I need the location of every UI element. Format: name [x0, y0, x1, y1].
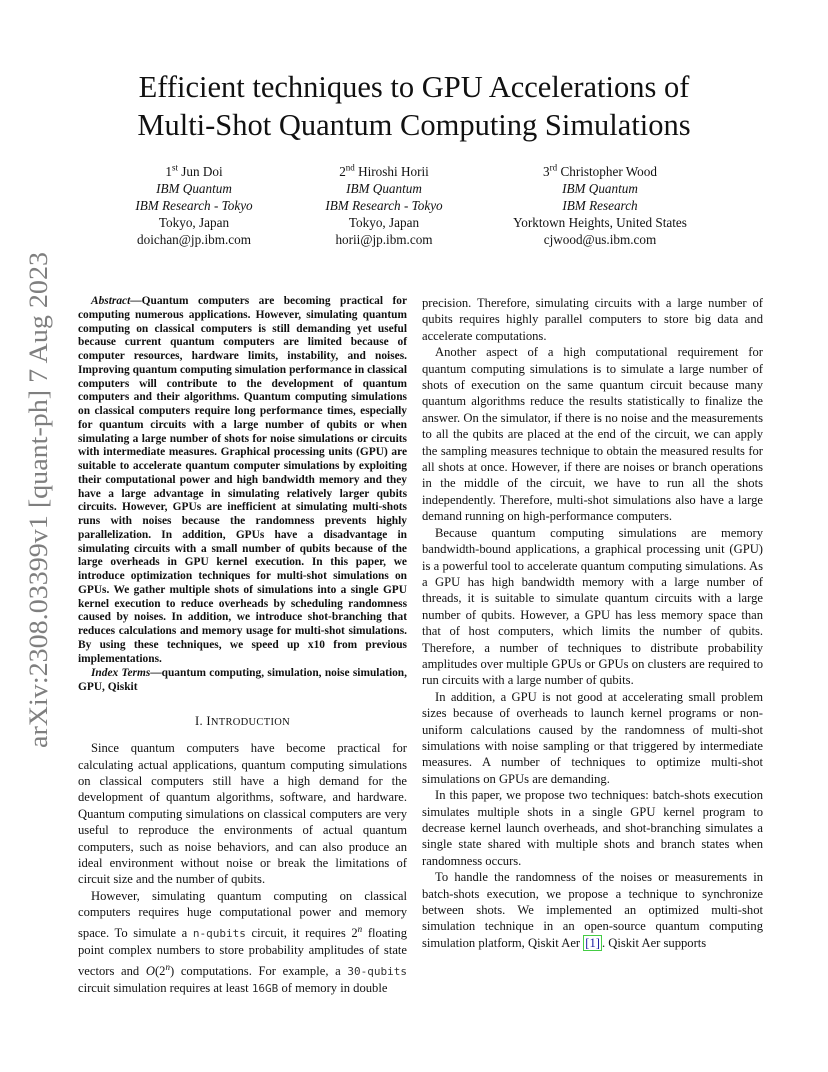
continued-paragraph: precision. Therefore, simulating circuits with a large number of qubits requires highly parallel computers to store big data and accelerate computations.	[422, 296, 763, 343]
author-dept: IBM Research	[562, 198, 638, 213]
intro-paragraph-6: In this paper, we propose two techniques: batch-shots execution simulates multiple shots in a single GPU kernel program to decrease kernel launch overheads, and shot-branching simulates a single state shared with multiple shots and branch states when randomness occurs.	[422, 788, 763, 868]
index-terms	[78, 667, 407, 695]
author-email: horii@jp.ibm.com	[335, 232, 433, 247]
section-heading-introduction	[78, 713, 407, 731]
text-run: However, simulating quantum computing on classical computers requires huge computational power and memory space. To simulate a	[78, 888, 407, 940]
paper-title	[90, 68, 738, 144]
text-run: . Qiskit Aer supports	[601, 935, 707, 950]
index-terms-label: Index Terms	[91, 667, 151, 680]
superscript: n	[357, 923, 363, 934]
intro-paragraph-3: Another aspect of a high computational requirement for quantum computing simulations is to simulate a large number of shots of execution on the same quantum circuit because many quantum algorithms reduce the results statistically to finalize the answer. On the simulator, if there is no noise and the measurements to all the qubits are placed at the end of the circuit, we can apply the sampling measures technique to obtain the measured results for all shots at once. However, if there are noises or branch operations in the middle of the circuit, we have to run all the shots independently. Therefore, multi-shot simulations also have a large demand running on high-performance computers.	[422, 345, 763, 524]
arxiv-identifier-stamp	[19, 250, 55, 750]
author-ordinal-suffix: rd	[549, 162, 558, 173]
author-3	[480, 163, 720, 248]
left-column	[78, 295, 407, 998]
author-ordinal: 3	[543, 164, 550, 179]
intro-paragraph-2	[78, 888, 407, 998]
author-name	[480, 163, 720, 180]
author-name-text: Christopher Wood	[560, 164, 657, 179]
author-name-text: Hiroshi Horii	[358, 164, 429, 179]
abstract	[78, 295, 407, 666]
intro-paragraph-4: Because quantum computing simulations are memory bandwidth-bound applications, a graphical processing unit (GPU) is a powerful tool to accelerate quantum computing simulations. As a GPU has high bandwidth memory with a large number of threads, it is suitable to simulate quantum circuits with a large number of qubits. However, a GPU has less memory space than that of host computers, which limits the number of qubits. Therefore, a number of techniques to distribute probability amplitudes over multiple GPUs or GPUs on clusters are required to run circuits with a large number of qubits.	[422, 525, 763, 688]
title-line-1: Efficient techniques to GPU Accelerations of	[138, 70, 690, 104]
text-run: circuit simulation requires at least	[78, 981, 252, 996]
citation-link[interactable]: [1]	[585, 935, 600, 950]
text-run: floating point complex numbers to store probability amplitudes of state vectors and	[78, 925, 407, 978]
intro-paragraph-7	[422, 869, 763, 951]
section-title-rest: NTRODUCTION	[210, 716, 291, 728]
inline-code: 30-qubits	[347, 964, 407, 978]
author-block	[0, 163, 828, 253]
abstract-label: Abstract	[91, 295, 131, 307]
arxiv-id-text: arXiv:2308.03399v1 [quant-ph] 7 Aug 2023	[24, 287, 53, 748]
author-name-text: Jun Doi	[181, 164, 223, 179]
author-name	[264, 163, 504, 180]
abstract-body: —Quantum computers are becoming practical for computing numerous applications. However, simulating quantum computing on classical computers is still demanding yet useful because current quantum computers are limited because of computer resources, hardware limits, instability, and noises. Improving quantum computing simulation performance in classical computers will contribute to the development of quantum computers and their algorithms. Quantum computing simulations on classical computers require long performance times, especially for quantum circuits with a large number of qubits or when simulating a large number of shots for noise simulations or circuits with intermediate measures. Graphical processing units (GPU) are suitable to accelerate quantum computer simulations by exploiting their computational power and high bandwidth memory and they have a large advantage in simulating relatively larger qubits circuits. However, GPUs are inefficient at simulating multi-shots runs with noises because the randomness prevents highly parallelization. In addition, GPUs have a disadvantage in simulating circuits with a small number of qubits because of the large overheads in GPU kernel execution. In this paper, we introduce optimization techniques for multi-shot simulations on GPUs. We gather multiple shots of simulations into a single GPU kernel execution to reduce overheads by scheduling randomness caused by noises. In addition, we introduce shot-branching that reduces calculations and memory usage for multi-shot simulations. By using these techniques, we speed up x10 from previous implementations.	[78, 295, 407, 665]
inline-code: n-qubits	[192, 926, 246, 940]
text-run: ) computations. For example, a	[169, 963, 348, 978]
author-dept: IBM Research - Tokyo	[325, 198, 443, 213]
author-ordinal-suffix: nd	[345, 162, 355, 173]
author-dept: IBM Research - Tokyo	[135, 198, 253, 213]
text-run: circuit, it requires 2	[245, 925, 358, 940]
index-terms-body: —quantum computing, simulation, noise simulation, GPU, Qiskit	[78, 667, 407, 693]
author-location: Yorktown Heights, United States	[513, 215, 687, 230]
author-location: Tokyo, Japan	[158, 215, 230, 230]
arxiv-stamp-svg	[19, 250, 55, 750]
section-numeral: I.	[194, 713, 207, 728]
intro-paragraph-1: Since quantum computers have become practical for calculating actual applications, quantum computing simulations on classical computers still have a high demand for the development of quantum algorithms, software, and hardware. Quantum computing simulations on classical computers are very useful to reproduce the environments of actual quantum computers, such as noise behaviors, and can also produce an ideal environment without noise or break the limitations of circuit size and the number of qubits.	[78, 741, 407, 887]
title-line-2: Multi-Shot Quantum Computing Simulations	[137, 108, 691, 142]
superscript: n	[165, 961, 170, 972]
author-email: cjwood@us.ibm.com	[543, 232, 657, 247]
intro-paragraph-5: In addition, a GPU is not good at accelerating small problem sizes because of overheads to launch kernel programs or non-uniform calculations caused by the randomness of multi-shot simulations with noise sampling or that triggered by intermediate measures. A number of techniques to optimize multi-shot simulations on GPUs are demanding.	[422, 689, 763, 786]
section-initial: I	[206, 713, 211, 728]
right-column	[422, 295, 763, 951]
author-2	[264, 163, 504, 248]
author-ordinal-suffix: st	[171, 162, 178, 173]
text-run: (2	[154, 963, 166, 978]
author-ordinal: 1	[165, 164, 172, 179]
author-location: Tokyo, Japan	[348, 215, 420, 230]
text-run: of memory in double	[278, 981, 388, 996]
author-email: doichan@jp.ibm.com	[137, 232, 251, 247]
text-run: To handle the randomness of the noises or measurements in batch-shots execution, we propose a technique to synchronize between shots. We implemented an optimized multi-shot simulation technique in an open-source quantum computing simulation platform, Qiskit Aer	[422, 870, 763, 950]
author-ordinal: 2	[339, 164, 346, 179]
author-org: IBM Quantum	[562, 181, 638, 196]
author-org: IBM Quantum	[346, 181, 422, 196]
math-symbol: O	[145, 963, 155, 978]
inline-code: 16GB	[251, 982, 279, 996]
author-org: IBM Quantum	[156, 181, 232, 196]
